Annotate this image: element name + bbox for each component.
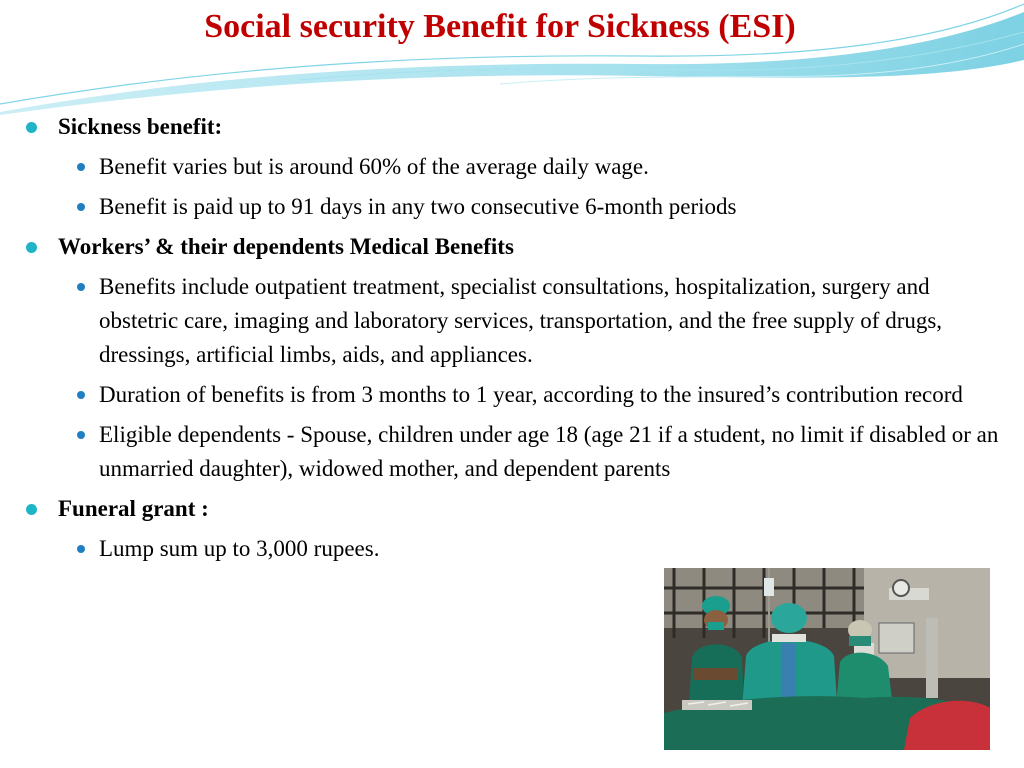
list-item-text: Benefit is paid up to 91 days in any two consecutive 6-month periods [99,194,737,219]
section-heading-text: Workers’ & their dependents Medical Benefits [58,234,514,259]
bullet-dot-icon [77,163,85,171]
section-heading-text: Sickness benefit: [58,114,223,139]
list-item [0,270,999,372]
bullet-dot-icon [26,504,37,515]
list-item-text: Duration of benefits is from 3 months to 1 year, according to the insured’s contribution record [99,382,963,407]
slide-title: Social security Benefit for Sickness (ESI) [204,8,796,45]
bullet-dot-icon [26,122,37,133]
bullet-dot-icon [26,242,37,253]
section-heading-text: Funeral grant : [58,496,209,521]
list-item [0,532,999,566]
bullet-dot-icon [77,545,85,553]
list-item-text: Benefit varies but is around 60% of the average daily wage. [99,154,649,179]
bullet-dot-icon [77,283,85,291]
surgery-photo-illustration [664,568,990,750]
surgery-photo [664,568,990,750]
list-item-text: Benefits include outpatient treatment, specialist consultations, hospitalization, surgery and obstetric care, imaging and laboratory services, transportation, and the free supply of drugs, dressings, artificial limbs, aids, and appliances. [99,274,943,367]
list-item [0,418,999,486]
slide-body [0,110,1010,572]
bullet-dot-icon [77,391,85,399]
list-item-text: Lump sum up to 3,000 rupees. [99,536,380,561]
list-item [0,190,999,224]
list-item-text: Eligible dependents - Spouse, children under age 18 (age 21 if a student, no limit if disabled or an unmarried daughter), widowed mother, and dependent parents [99,422,999,481]
section-heading [0,110,998,144]
bullet-dot-icon [77,203,85,211]
list-item [0,150,999,184]
bullet-dot-icon [77,431,85,439]
list-item [0,378,999,412]
section-heading [0,492,998,526]
section-heading [0,230,998,264]
